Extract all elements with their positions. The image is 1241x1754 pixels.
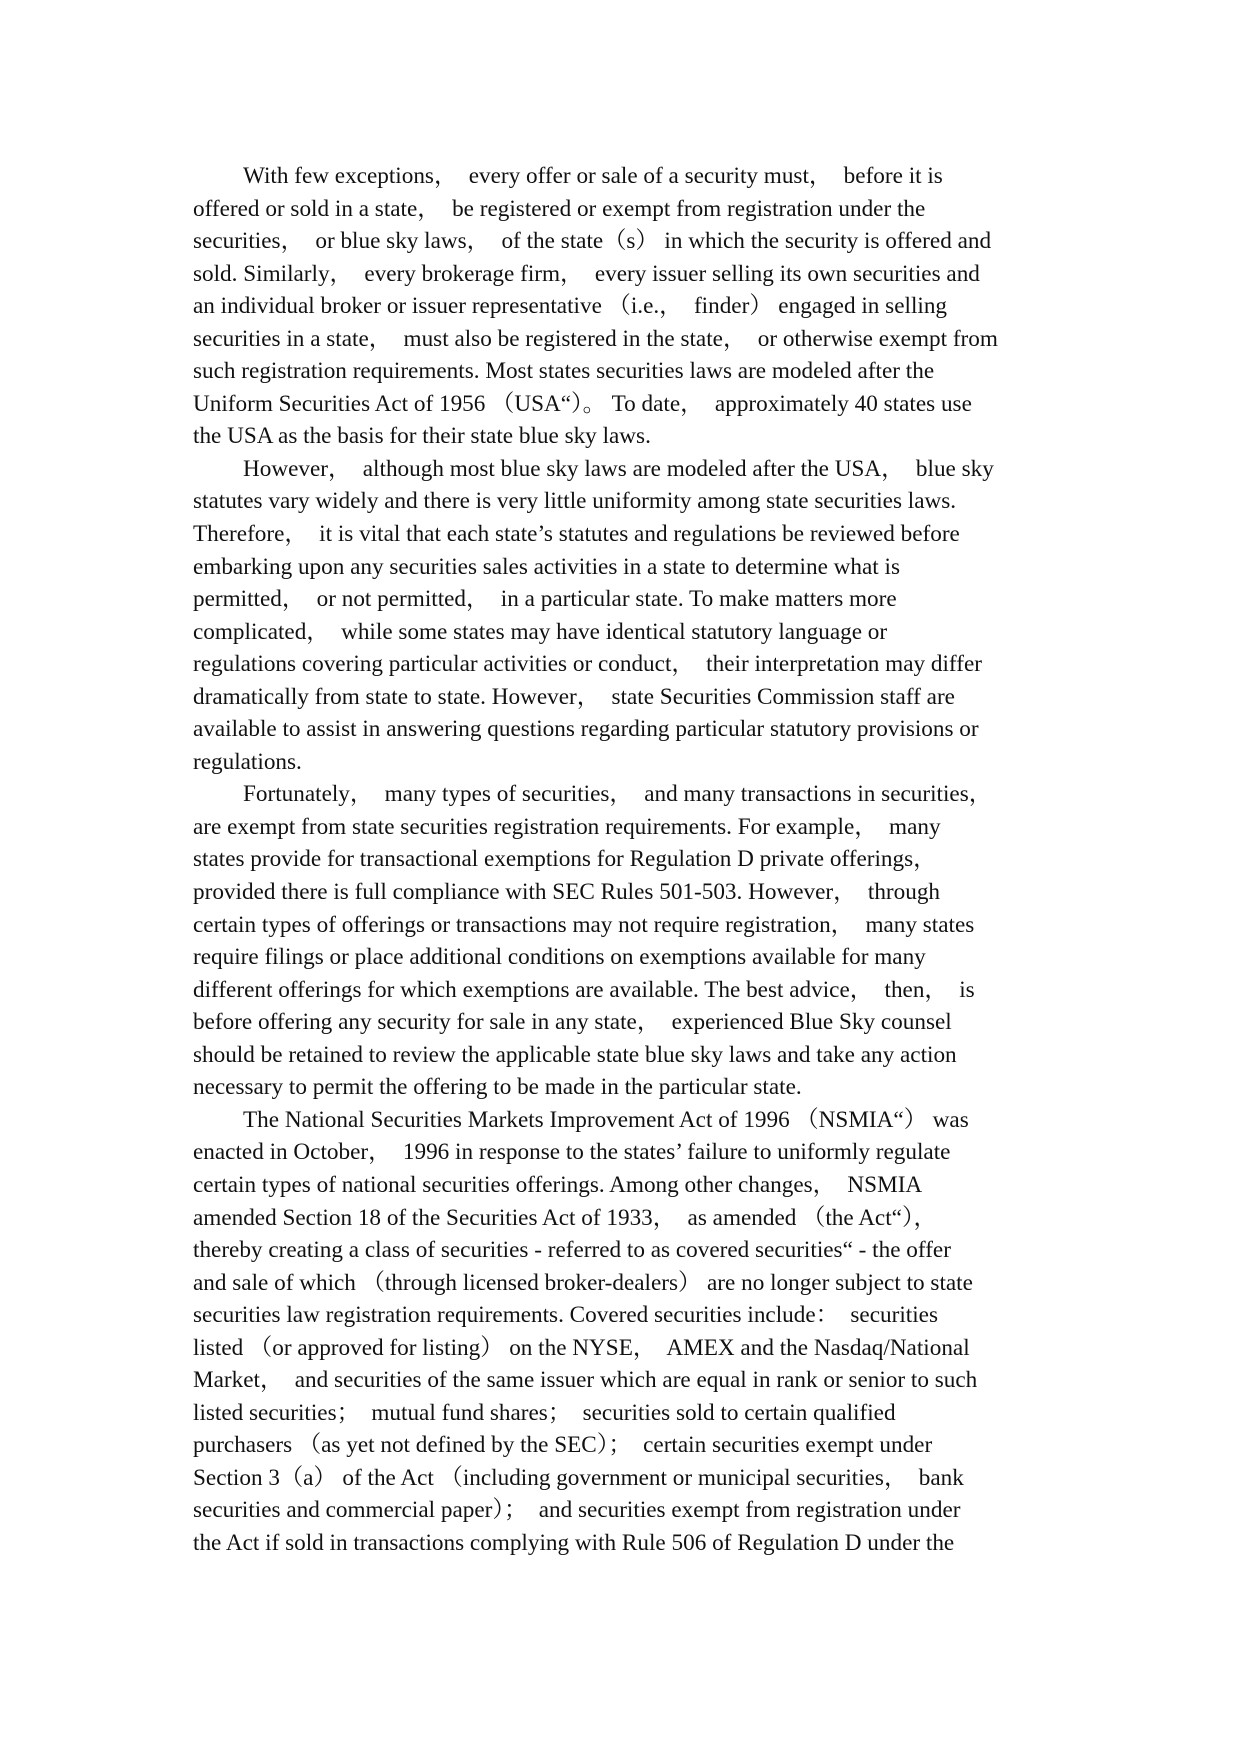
text-line: and sale of which （through licensed broker-dealers） are no longer subject to state (193, 1269, 973, 1296)
text-line: amended Section 18 of the Securities Act of 1933， as amended （the Act“）， (193, 1204, 937, 1231)
text-line: sold. Similarly， every brokerage firm， every issuer selling its own securities and (193, 260, 980, 287)
text-line: securities in a state， must also be registered in the state， or otherwise exempt from (193, 325, 998, 352)
text-line: complicated， while some states may have identical statutory language or (193, 618, 888, 645)
text-line: the Act if sold in transactions complying with Rule 506 of Regulation D under the (193, 1529, 955, 1556)
text-line: embarking upon any securities sales activities in a state to determine what is (193, 553, 901, 580)
text-line: permitted， or not permitted， in a particular state. To make matters more (193, 586, 897, 613)
text-line: listed （or approved for listing） on the NYSE， AMEX and the Nasdaq/National (193, 1334, 970, 1361)
paragraph-exemptions (193, 778, 1065, 1103)
text-line: provided there is full compliance with SEC Rules 501-503. However， through (193, 879, 941, 906)
text-line: states provide for transactional exemptions for Regulation D private offerings， (193, 846, 937, 873)
text-line: The National Securities Markets Improvement Act of 1996 （NSMIA“） was (243, 1106, 969, 1133)
text-line: an individual broker or issuer representative （i.e.， finder） engaged in selling (193, 293, 948, 320)
text-line: certain types of offerings or transactions may not require registration， many states (193, 911, 975, 938)
text-line: such registration requirements. Most states securities laws are modeled after the (193, 358, 935, 385)
paragraph-uniformity (193, 453, 1065, 778)
text-line: regulations covering particular activities or conduct， their interpretation may differ (193, 651, 982, 678)
paragraph-nsmia (193, 1104, 1065, 1560)
text-line: different offerings for which exemptions are available. The best advice， then， is (193, 976, 975, 1003)
text-line: Uniform Securities Act of 1956 （USA“）。 To date， approximately 40 states use (193, 390, 972, 417)
text-line: certain types of national securities offerings. Among other changes， NSMIA (193, 1171, 923, 1198)
text-line: statutes vary widely and there is very little uniformity among state securities laws. (193, 488, 957, 515)
text-line: With few exceptions， every offer or sale of a security must， before it is (243, 163, 943, 189)
text-line: thereby creating a class of securities - referred to as covered securities“ - the offer (193, 1237, 951, 1264)
paragraph-registration-overview (193, 160, 1065, 453)
text-line: Section 3（a） of the Act （including government or municipal securities， bank (193, 1464, 964, 1491)
text-line: securities law registration requirements. Covered securities include： securities (193, 1302, 938, 1329)
text-line: before offering any security for sale in any state， experienced Blue Sky counsel (193, 1009, 952, 1036)
text-line: available to assist in answering questions regarding particular statutory provisions or (193, 716, 979, 743)
text-line: listed securities； mutual fund shares； securities sold to certain qualified (193, 1399, 896, 1426)
body-text (193, 160, 1065, 1560)
text-line: However， although most blue sky laws are modeled after the USA， blue sky (243, 455, 994, 482)
text-line: should be retained to review the applicable state blue sky laws and take any action (193, 1041, 957, 1068)
text-line: securities， or blue sky laws， of the state（s） in which the security is offered and (193, 228, 992, 255)
text-line: Fortunately， many types of securities， and many transactions in securities， (243, 781, 992, 808)
text-line: necessary to permit the offering to be made in the particular state. (193, 1074, 802, 1101)
text-line: dramatically from state to state. However， state Securities Commission staff are (193, 683, 955, 710)
text-line: Market， and securities of the same issuer which are equal in rank or senior to such (193, 1367, 978, 1394)
text-line: enacted in October， 1996 in response to the states’ failure to uniformly regulate (193, 1139, 951, 1166)
text-line: securities and commercial paper）； and securities exempt from registration under (193, 1497, 961, 1524)
text-line: offered or sold in a state， be registered or exempt from registration under the (193, 195, 926, 222)
text-line: are exempt from state securities registration requirements. For example， many (193, 813, 941, 840)
text-line: the USA as the basis for their state blue sky laws. (193, 423, 651, 450)
text-line: regulations. (193, 748, 302, 775)
text-line: Therefore， it is vital that each state’s statutes and regulations be reviewed before (193, 521, 960, 548)
text-line: purchasers （as yet not defined by the SEC）； certain securities exempt under (193, 1432, 933, 1459)
text-line: require filings or place additional conditions on exemptions available for many (193, 944, 926, 971)
